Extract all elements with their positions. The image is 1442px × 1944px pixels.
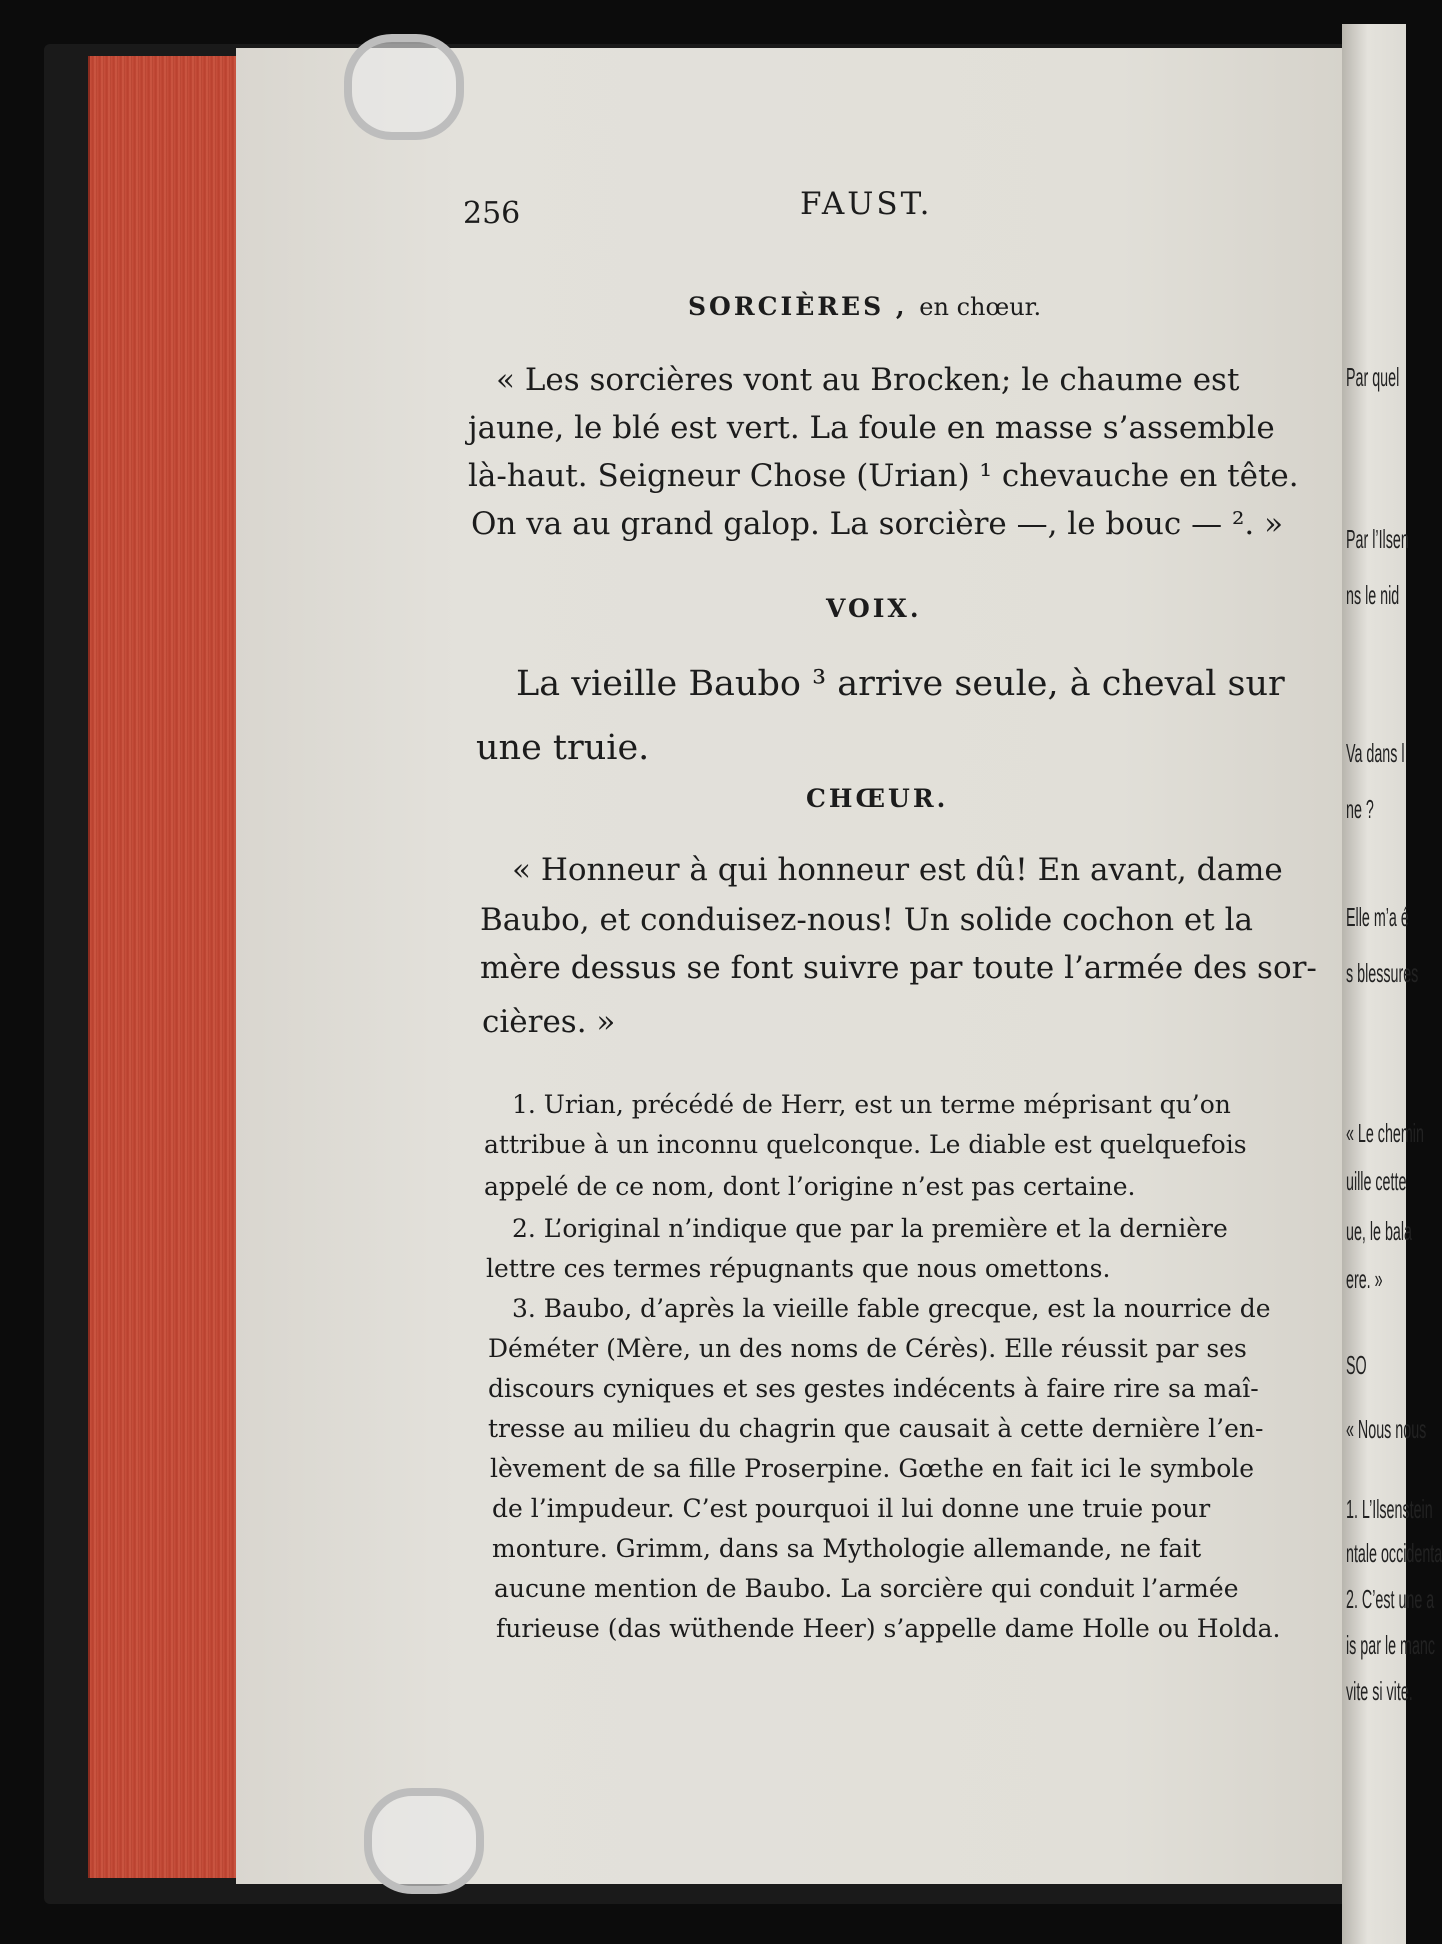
verse-line: Baubo, et conduisez-nous! Un solide cochon et la	[480, 902, 1253, 938]
footnote-line: 1. Urian, précédé de Herr, est un terme méprisant qu’on	[512, 1090, 1231, 1119]
footnote-line: furieuse (das wüthende Heer) s’appelle dame Holle ou Holda.	[496, 1614, 1281, 1643]
facing-fragment: ue, le bala	[1346, 1216, 1412, 1246]
page-clip-top	[344, 34, 464, 140]
verse-line: une truie.	[476, 728, 650, 768]
facing-fragment: Elle m’a é	[1346, 902, 1409, 932]
facing-fragment: « Le chemin	[1346, 1118, 1424, 1148]
facing-fragment: 2. C’est une a	[1346, 1584, 1435, 1614]
verse-line: cières. »	[482, 1004, 616, 1040]
footnote-line: tresse au milieu du chagrin que causait à cette dernière l’en-	[488, 1414, 1264, 1443]
facing-page	[1342, 24, 1442, 1944]
footnote-line: Déméter (Mère, un des noms de Cérès). Elle réussit par ses	[488, 1334, 1247, 1363]
footnote-line: attribue à un inconnu quelconque. Le diable est quelquefois	[484, 1130, 1247, 1159]
running-title: FAUST.	[800, 186, 933, 222]
footnote-line: 2. L’original n’indique que par la première et la dernière	[512, 1214, 1228, 1243]
speaker-sorcieres	[688, 292, 1041, 321]
facing-fragment: is par le manc	[1346, 1630, 1436, 1660]
facing-fragment: ntale occidenta	[1346, 1538, 1442, 1568]
verse-line: On va au grand galop. La sorcière —, le bouc — ². »	[471, 506, 1284, 542]
footnote-line: aucune mention de Baubo. La sorcière qui conduit l’armée	[494, 1574, 1239, 1603]
speaker-voix: VOIX.	[826, 594, 922, 623]
facing-fragment: vite si vite.	[1346, 1676, 1413, 1706]
footnote-line: de l’impudeur. C’est pourquoi il lui donne une truie pour	[492, 1494, 1211, 1523]
verse-line: « Honneur à qui honneur est dû! En avant, dame	[512, 852, 1283, 888]
footnote-line: lettre ces termes répugnants que nous omettons.	[486, 1254, 1111, 1283]
footnote-line: 3. Baubo, d’après la vieille fable grecque, est la nourrice de	[512, 1294, 1271, 1323]
page-clip-bottom	[364, 1788, 484, 1894]
footnote-line: monture. Grimm, dans sa Mythologie allemande, ne fait	[492, 1534, 1202, 1563]
facing-fragment: ns le nid	[1346, 580, 1400, 610]
facing-fragment: Par quel	[1346, 362, 1400, 392]
page-edges	[88, 56, 260, 1878]
footnote-line: appelé de ce nom, dont l’origine n’est pas certaine.	[484, 1172, 1136, 1201]
facing-fragment: ere. »	[1346, 1264, 1383, 1294]
speaker-choeur: CHŒUR.	[806, 784, 949, 813]
facing-fragment: 1. L’Ilsenstein	[1346, 1494, 1433, 1524]
verse-line: La vieille Baubo ³ arrive seule, à cheval sur	[516, 664, 1285, 704]
verse-line: là-haut. Seigneur Chose (Urian) ¹ chevauche en tête.	[468, 458, 1299, 494]
facing-fragment: Par l’Ilsen	[1346, 524, 1409, 554]
footnote-line: discours cyniques et ses gestes indécents à faire rire sa maî-	[488, 1374, 1259, 1403]
facing-fragment: uille cette	[1346, 1166, 1407, 1196]
facing-fragment: SO	[1346, 1350, 1367, 1380]
stage-direction: en chœur.	[919, 293, 1042, 321]
footnote-line: lèvement de sa fille Proserpine. Gœthe en fait ici le symbole	[490, 1454, 1255, 1483]
speaker-name: SORCIÈRES ,	[688, 292, 908, 321]
verse-line: « Les sorcières vont au Brocken; le chaume est	[496, 362, 1240, 398]
facing-fragment: s blessures	[1346, 958, 1419, 988]
verse-line: jaune, le blé est vert. La foule en masse s’assemble	[468, 410, 1275, 446]
facing-fragment: Va dans l	[1346, 738, 1405, 768]
facing-fragment: ne ?	[1346, 794, 1374, 824]
verse-line: mère dessus se font suivre par toute l’armée des sor-	[480, 950, 1317, 986]
facing-fragment: « Nous nous	[1346, 1414, 1427, 1444]
page-number: 256	[463, 196, 521, 231]
